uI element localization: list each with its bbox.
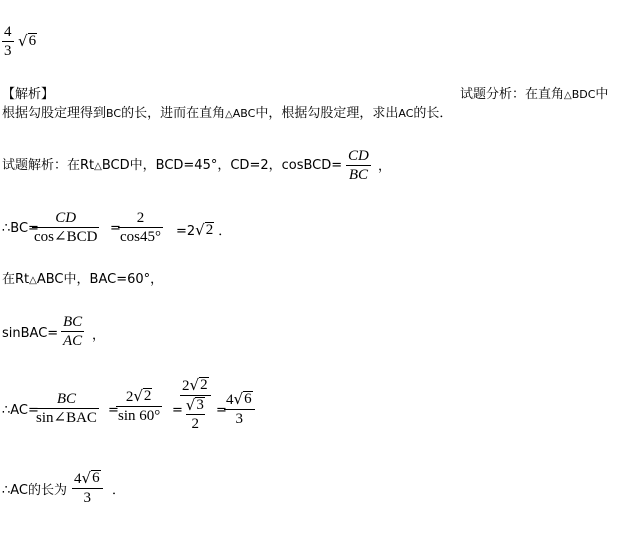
- s3-prefix: 在Rt: [2, 272, 30, 287]
- analysis-line-2: [2, 107, 452, 120]
- s5-d3-rad: 3: [196, 397, 204, 413]
- s4-denominator: AC: [63, 333, 83, 349]
- triangle-icon: △: [29, 275, 37, 286]
- s5-lead: ∴AC=: [2, 403, 39, 418]
- step-3: [2, 273, 163, 286]
- s4-fraction: [61, 314, 84, 349]
- line2-mid: 的长，进而在直角: [121, 106, 226, 121]
- s5-denominator-4: 3: [235, 411, 244, 427]
- s2-numerator-2: 2: [136, 210, 145, 226]
- s2-numerator: CD: [55, 210, 77, 226]
- analysis-header: 【解析】: [2, 87, 55, 102]
- s2-radicand: 2: [205, 222, 214, 238]
- answer-radical: [18, 33, 37, 49]
- line2-ac: AC: [398, 107, 414, 120]
- s4-sin: sin: [2, 326, 21, 341]
- s4-angle: BAC=: [20, 326, 59, 341]
- analysis-summary: [460, 88, 608, 101]
- s1-tri: BCD: [101, 158, 130, 173]
- s2-eq2: =2: [176, 224, 196, 239]
- s6-rad: 6: [92, 470, 100, 486]
- s5-n3-coef: 2: [182, 378, 190, 394]
- s5-fraction-4: [224, 391, 255, 427]
- fraction-bar: [118, 227, 163, 228]
- sqrt-icon: √: [233, 390, 244, 408]
- sqrt-icon: √: [185, 396, 196, 414]
- fraction-bar: [180, 395, 211, 396]
- s1-numerator: CD: [348, 148, 369, 164]
- sqrt-icon: √: [189, 376, 200, 394]
- sqrt-icon: √: [81, 469, 92, 487]
- s5-numerator-3: [180, 377, 211, 394]
- line2-mid2: 中，根据勾股定理，求出: [255, 106, 399, 121]
- s3-mid: 中，: [63, 272, 90, 287]
- s5-eq3: =: [216, 403, 227, 418]
- s5-eq: =: [108, 403, 119, 418]
- s5-numerator: BC: [56, 391, 77, 407]
- s4-end: ，: [92, 328, 106, 343]
- s5-numerator-4: [224, 391, 255, 408]
- s1-cos: BCD=: [303, 158, 343, 173]
- s5-denominator-3: [184, 397, 207, 432]
- summary-triangle-name: BDC: [571, 88, 596, 101]
- s2-denominator: cos∠BCD: [34, 229, 98, 245]
- s2-eq: =: [110, 221, 121, 236]
- s6-coef: 4: [74, 471, 82, 487]
- s5-n3-rad: 2: [200, 377, 208, 393]
- s1-end: ，: [378, 159, 392, 174]
- s2-fraction-1: [32, 210, 99, 245]
- s1-angle: BCD=45°，CD=2，cos: [155, 158, 304, 173]
- answer-denominator: 3: [4, 43, 12, 59]
- summary-text: 试题分析：在直角: [460, 87, 565, 102]
- s1-prefix: 试题解析：在Rt: [2, 158, 95, 173]
- s5-eq2: =: [172, 403, 183, 418]
- s3-angle: BAC=60°，: [89, 272, 164, 287]
- fraction-bar: [116, 406, 162, 407]
- s5-numerator-2: [124, 388, 155, 405]
- fraction-bar: [34, 408, 99, 409]
- line2-triangle-name: ABC: [232, 107, 256, 120]
- s2-denominator-2: cos45°: [120, 229, 161, 245]
- step-1: [2, 159, 342, 172]
- s5-denominator-2: sin 60°: [118, 408, 161, 424]
- s2-fraction-2: [118, 210, 163, 245]
- answer-radicand: 6: [28, 33, 37, 49]
- fraction-bar: [72, 488, 103, 489]
- triangle-icon: △: [564, 90, 572, 101]
- sqrt-icon: √: [195, 221, 205, 239]
- s1-mid: 中，: [129, 158, 156, 173]
- s5-denominator: sin∠BAC: [36, 410, 97, 426]
- fraction-bar: [2, 41, 14, 42]
- s2-result: [176, 222, 231, 238]
- s5-d3-den: 2: [191, 416, 200, 432]
- fraction-bar: [61, 331, 84, 332]
- s2-lead: ∴BC=: [2, 221, 39, 236]
- s4-numerator: BC: [63, 314, 83, 330]
- line2-bc: BC: [106, 107, 122, 120]
- sqrt-icon: √: [133, 387, 143, 405]
- fraction-bar: [224, 409, 255, 410]
- fraction-bar: [32, 227, 99, 228]
- s5-n4-rad: 6: [244, 391, 252, 407]
- s5-fraction-1: [34, 391, 99, 426]
- line2-text: 根据勾股定理得到: [2, 106, 107, 121]
- triangle-icon: △: [225, 109, 233, 120]
- s3-tri: ABC: [36, 272, 64, 287]
- answer-fraction: [2, 24, 14, 59]
- s4-lead: [2, 327, 58, 340]
- triangle-icon: △: [94, 161, 102, 172]
- s5-fraction-3: [180, 377, 211, 432]
- line2-end: 的长．: [413, 106, 453, 121]
- fraction-bar: [346, 165, 371, 166]
- s5-n2-coef: 2: [125, 389, 134, 405]
- s2-end: ．: [218, 224, 232, 239]
- s1-fraction: [346, 148, 371, 183]
- s6-fraction: [72, 470, 103, 506]
- s6-numerator: [72, 470, 103, 487]
- fraction-bar: [186, 414, 205, 415]
- s5-n4-coef: 4: [226, 392, 234, 408]
- answer-numerator: 4: [4, 24, 12, 40]
- sqrt-icon: √: [18, 32, 28, 50]
- s1-denominator: BC: [348, 167, 368, 183]
- s5-fraction-2: [116, 388, 162, 424]
- s5-n2-rad: 2: [143, 388, 152, 404]
- s6-lead: ∴AC的长为: [2, 483, 68, 498]
- summary-end: 中: [595, 87, 609, 102]
- s6-end: ．: [112, 483, 126, 498]
- s6-denominator: 3: [83, 490, 92, 506]
